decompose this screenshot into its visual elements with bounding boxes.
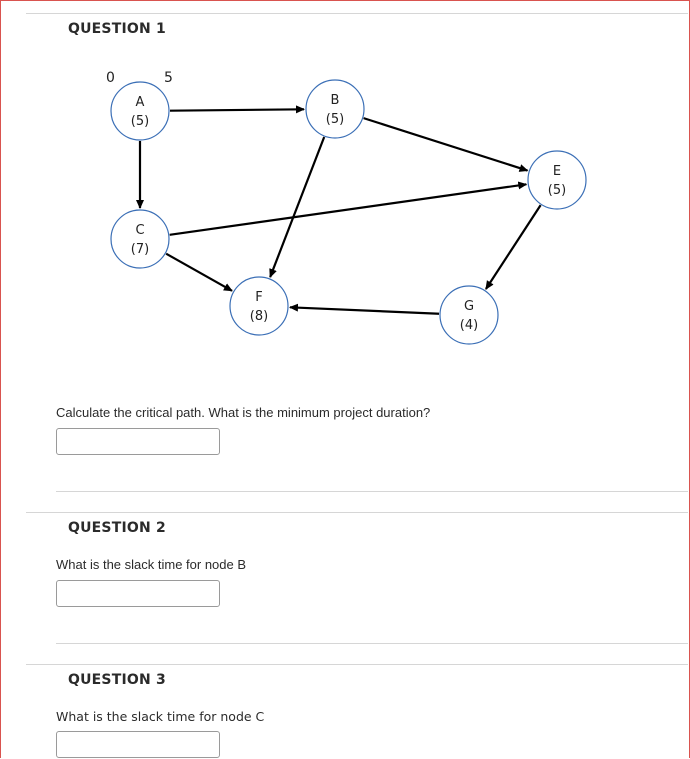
edges-layer	[140, 109, 541, 313]
node-duration: (4)	[459, 318, 479, 333]
start-label-early: 0	[106, 70, 115, 86]
node-duration: (5)	[325, 112, 345, 127]
question-3-answer-input[interactable]	[56, 731, 220, 758]
answer-divider	[56, 491, 688, 492]
edge-c-to-f	[166, 254, 232, 291]
question-divider	[26, 512, 688, 513]
node-duration: (5)	[547, 183, 567, 198]
question-2-answer-input[interactable]	[56, 580, 220, 607]
node-duration: (7)	[130, 242, 150, 257]
node-g	[440, 286, 498, 344]
start-label-late: 5	[164, 70, 173, 86]
answer-divider	[56, 643, 688, 644]
node-f	[230, 277, 288, 335]
edge-b-to-e	[364, 118, 528, 170]
question-3-title: QUESTION 3	[68, 672, 166, 688]
question-2-title: QUESTION 2	[68, 520, 166, 536]
node-c	[111, 210, 169, 268]
node-label: G	[463, 299, 475, 314]
question-1-answer-input[interactable]	[56, 428, 220, 455]
node-label: E	[552, 164, 562, 179]
edge-b-to-f	[270, 137, 324, 277]
question-1-prompt: Calculate the critical path. What is the minimum project duration?	[56, 405, 431, 420]
edge-a-to-b	[170, 109, 304, 110]
nodes-layer	[111, 80, 586, 344]
node-label: F	[255, 290, 263, 305]
node-circle	[230, 277, 288, 335]
node-b	[306, 80, 364, 138]
node-duration: (5)	[130, 114, 150, 129]
question-3-prompt: What is the slack time for node C	[56, 709, 265, 724]
edge-e-to-g	[486, 205, 541, 289]
node-circle	[440, 286, 498, 344]
precedence-network-diagram	[0, 0, 690, 360]
edge-g-to-f	[290, 307, 439, 313]
node-a	[111, 82, 169, 140]
node-circle	[111, 82, 169, 140]
edge-c-to-e	[170, 184, 527, 234]
node-e	[528, 151, 586, 209]
node-circle	[306, 80, 364, 138]
question-2-prompt: What is the slack time for node B	[56, 557, 247, 572]
question-divider	[26, 664, 688, 665]
question-1-title: QUESTION 1	[68, 21, 166, 37]
node-label: C	[135, 223, 145, 238]
node-label: A	[135, 95, 145, 110]
node-duration: (8)	[249, 309, 269, 324]
node-circle	[528, 151, 586, 209]
node-circle	[111, 210, 169, 268]
node-label: B	[330, 93, 340, 108]
